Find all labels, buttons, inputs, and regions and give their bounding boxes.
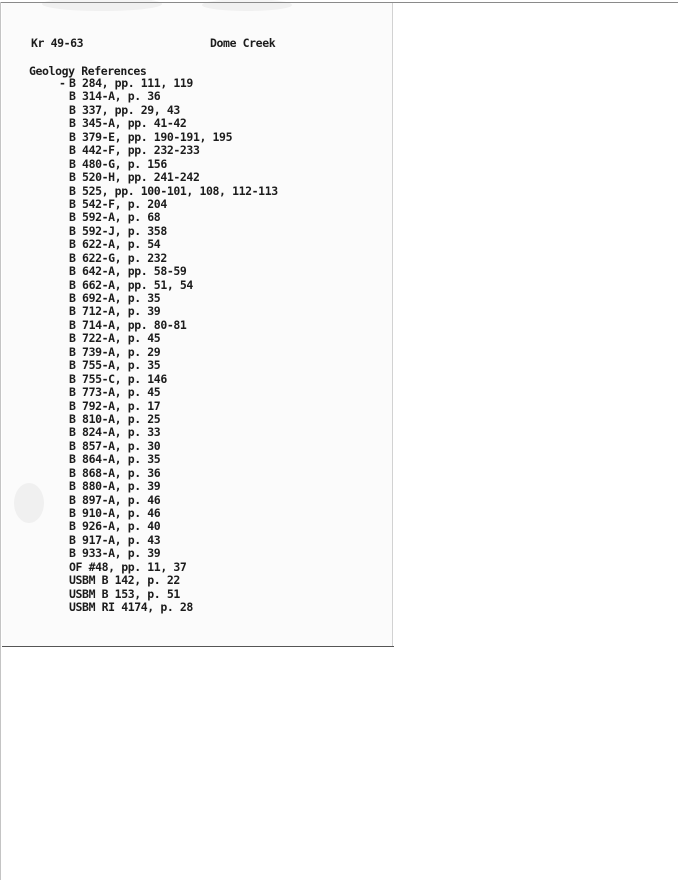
reference-item (69, 238, 278, 251)
reference-text: B 622-A, p. 54 (69, 237, 161, 252)
reference-item (69, 453, 278, 466)
reference-text: B 379-E, pp. 190-191, 195 (69, 129, 233, 144)
reference-item (69, 426, 278, 439)
reference-text: B 314-A, p. 36 (69, 89, 161, 104)
reference-item (69, 346, 278, 359)
reference-text: B 773-A, p. 45 (69, 385, 161, 400)
reference-text: B 824-A, p. 33 (69, 425, 161, 440)
reference-text: B 739-A, p. 29 (69, 344, 161, 359)
reference-text: B 642-A, pp. 58-59 (69, 264, 187, 279)
reference-text: B 722-A, p. 45 (69, 331, 161, 346)
reference-item (69, 386, 278, 399)
reference-item (69, 279, 278, 292)
reference-item (69, 332, 278, 345)
reference-item (69, 467, 278, 480)
reference-item (69, 547, 278, 560)
reference-item (69, 373, 278, 386)
reference-item (69, 185, 278, 198)
reference-item (69, 144, 278, 157)
reference-text: USBM B 142, p. 22 (69, 573, 180, 588)
scan-smudge (202, 0, 292, 11)
reference-text: B 525, pp. 100-101, 108, 112-113 (69, 183, 278, 198)
reference-item (69, 601, 278, 614)
reference-item (69, 507, 278, 520)
left-edge-line (0, 2, 1, 880)
reference-item (59, 76, 278, 90)
card-id: Kr 49-63 (31, 36, 84, 50)
reference-text: B 712-A, p. 39 (69, 304, 161, 319)
reference-item (69, 198, 278, 211)
reference-item (69, 90, 278, 103)
reference-text: B 792-A, p. 17 (69, 398, 161, 413)
leading-dash-mark: - (59, 76, 66, 90)
reference-text: B 910-A, p. 46 (69, 506, 161, 520)
reference-text: B 933-A, p. 39 (69, 546, 161, 561)
reference-item (69, 211, 278, 224)
reference-item (69, 561, 278, 574)
reference-text: B 810-A, p. 25 (69, 411, 161, 426)
reference-text: B 345-A, pp. 41-42 (69, 116, 187, 131)
reference-text: B 442-F, pp. 232-233 (69, 143, 200, 158)
reference-text: B 284, pp. 111, 119 (69, 76, 193, 90)
reference-item (69, 319, 278, 332)
reference-text: B 864-A, p. 35 (69, 452, 161, 467)
index-card (2, 3, 393, 646)
reference-item (69, 588, 278, 601)
reference-text: OF #48, pp. 11, 37 (69, 559, 187, 574)
reference-text: B 917-A, p. 43 (69, 532, 161, 547)
reference-text: B 880-A, p. 39 (69, 479, 161, 494)
reference-text: B 662-A, pp. 51, 54 (69, 277, 193, 292)
reference-item (69, 131, 278, 144)
reference-item (69, 440, 278, 453)
reference-text: B 592-A, p. 68 (69, 210, 161, 225)
reference-item (69, 171, 278, 184)
reference-text: B 897-A, p. 46 (69, 492, 161, 507)
reference-item (69, 413, 278, 426)
scan-smudge (42, 0, 162, 11)
card-bottom-line (2, 646, 394, 647)
reference-item (69, 520, 278, 533)
reference-text: B 480-G, p. 156 (69, 156, 167, 171)
references-list (59, 76, 278, 615)
reference-text: B 755-C, p. 146 (69, 371, 167, 386)
scan-smudge (14, 483, 44, 523)
reference-text: USBM RI 4174, p. 28 (69, 600, 193, 615)
reference-item (69, 104, 278, 117)
reference-item (69, 400, 278, 413)
card-title: Dome Creek (210, 36, 276, 50)
reference-item (69, 480, 278, 493)
reference-text: B 622-G, p. 232 (69, 250, 167, 265)
reference-item (69, 158, 278, 171)
reference-text: B 542-F, p. 204 (69, 196, 167, 211)
reference-item (69, 265, 278, 278)
reference-item (69, 225, 278, 238)
reference-text: B 337, pp. 29, 43 (69, 102, 180, 117)
reference-text: B 592-J, p. 358 (69, 223, 167, 238)
reference-text: B 520-H, pp. 241-242 (69, 170, 200, 185)
reference-item (69, 252, 278, 265)
section-heading: Geology References (29, 64, 147, 78)
reference-item (69, 494, 278, 507)
reference-item (69, 534, 278, 547)
reference-item (69, 292, 278, 305)
reference-item (69, 359, 278, 372)
reference-text: B 692-A, p. 35 (69, 291, 161, 305)
reference-item (69, 574, 278, 587)
reference-text: B 857-A, p. 30 (69, 438, 161, 453)
reference-item (69, 305, 278, 318)
reference-text: USBM B 153, p. 51 (69, 586, 180, 601)
reference-text: B 755-A, p. 35 (69, 358, 161, 373)
reference-text: B 926-A, p. 40 (69, 519, 161, 534)
reference-text: B 714-A, pp. 80-81 (69, 317, 187, 332)
reference-item (69, 117, 278, 130)
reference-text: B 868-A, p. 36 (69, 465, 161, 480)
